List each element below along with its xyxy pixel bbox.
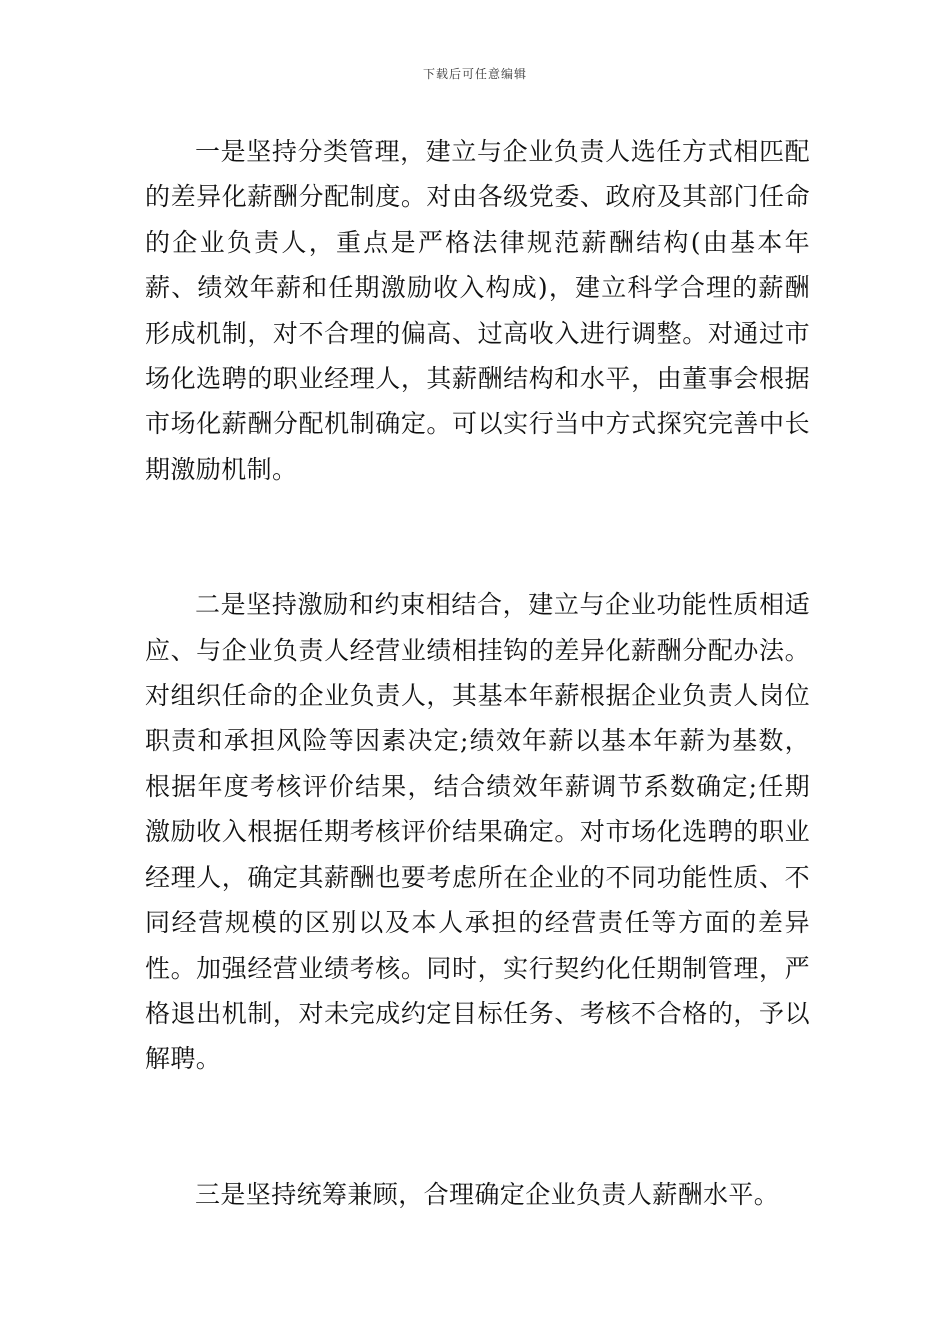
paragraph-1: 一是坚持分类管理，建立与企业负责人选任方式相匹配的差异化薪酬分配制度。对由各级党委、政府及其部门任命的企业负责人，重点是严格法律规范薪酬结构(由基本年薪、绩效年薪和任期激励收入构成)，建立科学合理的薪酬形成机制，对不合理的偏高、过高收入进行调整。对通过市场化选聘的职业经理人，其薪酬结构和水平，由董事会根据市场化薪酬分配机制确定。可以实行当中方式探究完善中长期激励机制。 bbox=[145, 137, 810, 484]
paragraph-3: 三是坚持统筹兼顾，合理确定企业负责人薪酬水平。 bbox=[195, 1179, 780, 1209]
document-body bbox=[145, 129, 810, 1217]
page-header: 下载后可任意编辑 bbox=[422, 67, 527, 81]
paragraph-2: 二是坚持激励和约束相结合，建立与企业功能性质相适应、与企业负责人经营业绩相挂钩的差异化薪酬分配办法。对组织任命的企业负责人，其基本年薪根据企业负责人岗位职责和承担风险等因素决定;绩效年薪以基本年薪为基数，根据年度考核评价结果，结合绩效年薪调节系数确定;任期激励收入根据任期考核评价结果确定。对市场化选聘的职业经理人，确定其薪酬也要考虑所在企业的不同功能性质、不同经营规模的区别以及本人承担的经营责任等方面的差异性。加强经营业绩考核。同时，实行契约化任期制管理，严格退出机制，对未完成约定目标任务、考核不合格的，予以解聘。 bbox=[145, 590, 810, 1074]
